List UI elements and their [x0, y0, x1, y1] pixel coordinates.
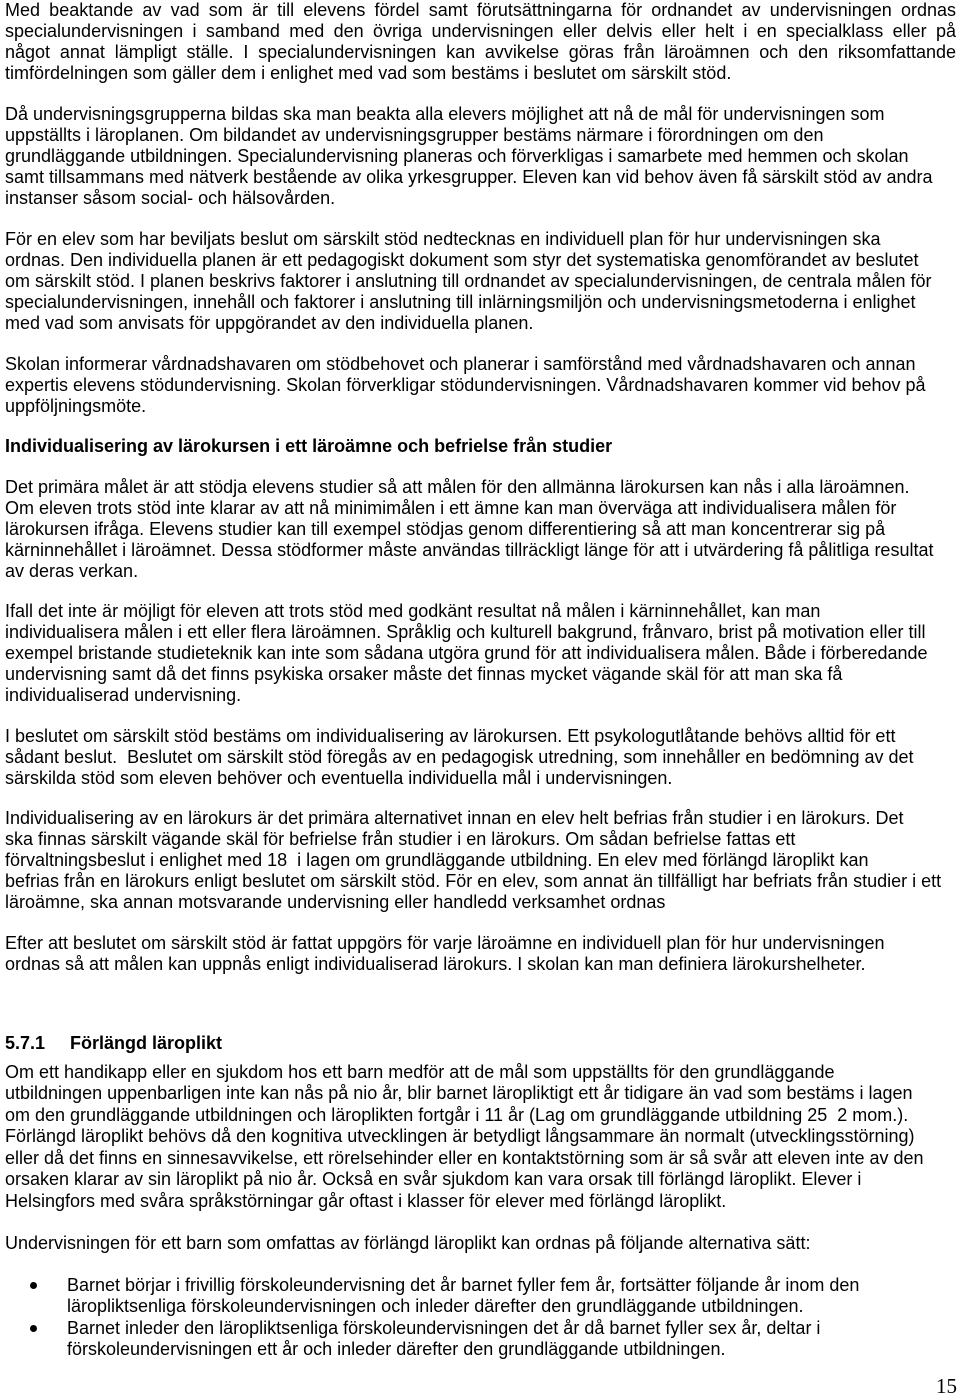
bullet-dot-icon: [30, 1325, 37, 1332]
text-line: Om eleven trots stöd inte klarar av att nå minimimålen i ett ämne kan man överväga att individualisera målen för: [5, 497, 897, 518]
body-paragraph: [5, 726, 956, 789]
text-line: läropliktsenliga förskoleundervisningen och inleder därefter den grundläggande utbildningen.: [67, 1295, 804, 1316]
text-line: förskoleundervisningen ett år och inleder därefter den grundläggande utbildningen.: [67, 1338, 726, 1359]
text-line: specialundervisningen, innehåll och faktorer i anslutning till inlärningsmiljön och undervisningsmetoderna i enlighet: [5, 291, 916, 312]
body-paragraph: [5, 354, 956, 417]
text-line: specialundervisningen i samband med den övriga undervisningen eller delvis eller helt i en specialklass eller på: [5, 21, 956, 41]
text-line: ordnas. Den individuella planen är ett pedagogiskt dokument som styr det systematiska genomförandet av beslutet: [5, 249, 919, 270]
text-line: individualiserad undervisning.: [5, 684, 242, 705]
text-line: timfördelningen som gäller dem i enlighet med vad som bestäms i beslutet om särskilt stöd.: [5, 63, 732, 83]
text-line: sådant beslut. Beslutet om särskilt stöd föregås av en pedagogisk utredning, som innehåller en bedömning av det: [5, 746, 914, 767]
body-paragraph: [5, 601, 956, 706]
text-line: ordnas så att målen kan uppnås enligt individualiserad lärokurs. I skolan kan man definiera lärokurshelheter.: [5, 953, 866, 974]
text-line: Individualisering av en lärokurs är det primära alternativet innan en elev helt befrias från studier i en lärokurs. Det: [5, 807, 904, 828]
body-paragraph: [5, 808, 956, 913]
text-line: Med beaktande av vad som är till elevens fördel samt förutsättningarna för ordnandet av undervisningen ordnas: [5, 0, 956, 20]
text-line: Undervisningen för ett barn som omfattas av förlängd läroplikt kan ordnas på följande alternativa sätt:: [5, 1232, 811, 1253]
text-line: förvaltningsbeslut i enlighet med 18 i lagen om grundläggande utbildning. En elev med förlängd läroplikt kan: [5, 849, 869, 870]
section-heading: [5, 436, 956, 457]
section-number: 5.7.1: [5, 1032, 46, 1053]
page-number: 15: [936, 1374, 957, 1397]
text-line: Det primära målet är att stödja elevens studier så att målen för den allmänna lärokursen kan nås i alla läroämnen.: [5, 476, 910, 497]
bullet-dot-icon: [30, 1282, 37, 1289]
text-line: undervisning samt då det finns psykiska orsaker måste det finnas mycket vägande skäl för att man ska få: [5, 663, 843, 684]
text-line: Ifall det inte är möjligt för eleven att trots stöd med godkänt resultat nå målen i kärninnehållet, kan man: [5, 600, 821, 621]
text-line: individualisera målen i ett eller flera läroämnen. Språklig och kulturell bakgrund, frånvaro, brist på motivation eller till: [5, 621, 926, 642]
body-paragraph: [5, 104, 956, 209]
text-line: av deras verkan.: [5, 560, 139, 581]
text-line: eller då det finns en sinnesavvikelse, ett rörelsehinder eller en kontaktstörning som är så svår att eleven inte av den: [5, 1147, 924, 1168]
text-line: Efter att beslutet om särskilt stöd är fattat uppgörs för varje läroämne en individuell plan för hur undervisningen: [5, 932, 885, 953]
text-line: utbildningen uppenbarligen inte kan nås på nio år, blir barnet läropliktigt ett år tidigare än vad som bestäms i lagen: [5, 1083, 913, 1104]
bullet-item: [0, 1318, 960, 1360]
text-line: Då undervisningsgrupperna bildas ska man beakta alla elevers möjlighet att nå de mål för undervisningen som: [5, 103, 885, 124]
text-line: I beslutet om särskilt stöd bestäms om individualisering av lärokursen. Ett psykologutlåtande behövs alltid för ett: [5, 725, 896, 746]
text-line: orsaken klarar av sin läroplikt på nio år. Också en svår sjukdom kan vara orsak till förlängd läroplikt. Elever i: [5, 1169, 862, 1190]
body-paragraph: [5, 0, 956, 84]
subsection-heading: [5, 1033, 956, 1054]
text-line: samt tillsammans med nätverk bestående av olika yrkesgrupper. Eleven kan vid behov även få särskilt stöd av andra: [5, 166, 933, 187]
text-line: Förlängd läroplikt behövs då den kognitiva utvecklingen är betydligt långsammare än normalt (utvecklingsstörning): [5, 1126, 915, 1147]
text-line: befrias från en lärokurs enligt beslutet om särskilt stöd. För en elev, som annat än tillfälligt har befriats från studier i ett: [5, 870, 942, 891]
text-line: expertis elevens stödundervisning. Skolan förverkligar stödundervisningen. Vårdnadshavaren kommer vid behov på: [5, 374, 926, 395]
section-title: Förlängd läroplikt: [70, 1032, 223, 1053]
bullet-item: [0, 1275, 960, 1317]
text-line: kärninnehållet i läroämnet. Dessa stödformer måste användas tillräckligt länge för att i utvärdering få pålitliga resultat: [5, 539, 934, 560]
text-line: uppföljningsmöte.: [5, 395, 147, 416]
text-line: Helsingfors med svåra språkstörningar går oftast i klasser för elever med förlängd läroplikt.: [5, 1191, 727, 1212]
body-paragraph: [5, 933, 956, 975]
section-heading-text: Individualisering av lärokursen i ett läroämne och befrielse från studier: [5, 435, 613, 456]
text-line: instanser såsom social- och hälsovården.: [5, 187, 336, 208]
text-line: exempel bristande studieteknik kan inte som sådana utgöra grund för att individualisera målen. Både i förberedande: [5, 642, 928, 663]
text-line: lärokursen ifråga. Elevens studier kan till exempel stödjas genom differentiering så att man koncentrerar sig på: [5, 518, 886, 539]
bullet-text: [67, 1318, 956, 1360]
text-line: grundläggande utbildningen. Specialundervisning planeras och förverkligas i samarbete med hemmen och skolan: [5, 145, 909, 166]
text-line: Skolan informerar vårdnadshavaren om stödbehovet och planerar i samförstånd med vårdnadshavaren och annan: [5, 353, 916, 374]
text-line: uppställts i läroplanen. Om bildandet av undervisningsgrupper bestäms närmare i förordningen om den: [5, 124, 824, 145]
body-paragraph: [5, 1233, 956, 1254]
body-paragraph: [5, 229, 956, 334]
body-paragraph: [5, 477, 956, 582]
text-line: läroämne, ska annan motsvarande undervisning eller handledd verksamhet ordnas: [5, 891, 666, 912]
text-line: med vad som anvisats för uppgörandet av den individuella planen.: [5, 312, 534, 333]
text-line: För en elev som har beviljats beslut om särskilt stöd nedtecknas en individuell plan för hur undervisningen ska: [5, 228, 881, 249]
text-line: om den grundläggande utbildningen och läroplikten fortgår i 11 år (Lag om grundläggande utbildning 25 2 mom.).: [5, 1104, 909, 1125]
text-line: om särskilt stöd. I planen beskrivs faktorer i anslutning till ordnandet av specialundervisningen, de centrala målen för: [5, 270, 932, 291]
text-line: Barnet inleder den läropliktsenliga förskoleundervisningen det år då barnet fyller sex år, deltar i: [67, 1317, 821, 1338]
text-line: ska finnas särskilt vägande skäl för befrielse från studier i en lärokurs. Om sådan befrielse fattas ett: [5, 828, 796, 849]
bullet-text: [67, 1275, 956, 1317]
text-line: något annat lämpligt ställe. I specialundervisningen kan avvikelse göras från läroämnen och den riksomfattande: [5, 42, 956, 62]
text-line: Om ett handikapp eller en sjukdom hos ett barn medför att de mål som uppställts för den grundläggande: [5, 1061, 835, 1082]
text-line: Barnet börjar i frivillig förskoleundervisning det år barnet fyller fem år, fortsätter följande år inom den: [67, 1274, 860, 1295]
body-paragraph: [5, 1062, 956, 1213]
text-line: särskilda stöd som eleven behöver och eventuella individuella mål i undervisningen.: [5, 767, 673, 788]
